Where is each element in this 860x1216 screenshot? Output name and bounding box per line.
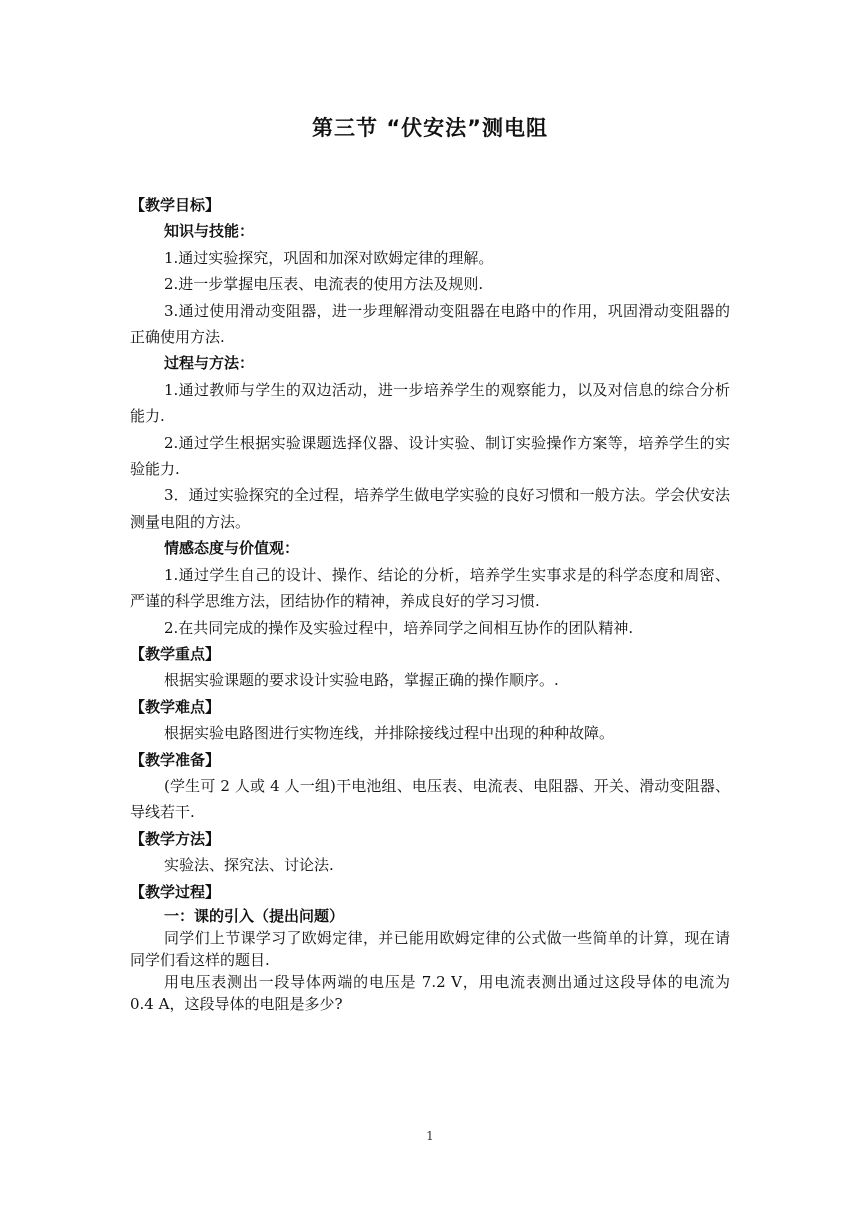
section-heading-preparation: 【教学准备】	[130, 750, 221, 769]
subheading-knowledge: 知识与技能：	[164, 222, 255, 241]
intro-paragraph: 用电压表测出一段导体两端的电压是 7.2 V，用电流表测出通过这段导体的电流为 0.4 A，这段导体的电阻是多少?	[130, 972, 730, 1013]
knowledge-item: 2.进一步掌握电压表、电流表的使用方法及规则.	[164, 275, 484, 294]
subheading-attitude: 情感态度与价值观：	[164, 539, 300, 558]
intro-paragraph: 同学们上节课学习了欧姆定律，并已能用欧姆定律的公式做一些简单的计算，现在请同学们看这样的题目.	[130, 928, 730, 969]
preparation-text: (学生可 2 人或 4 人一组)干电池组、电压表、电流表、电阻器、开关、滑动变阻器、导线若干.	[130, 776, 730, 822]
section-heading-key-points: 【教学重点】	[130, 644, 221, 663]
process-item: 3．通过实验探究的全过程，培养学生做电学实验的良好习惯和一般方法。学会伏安法测量电阻的方法。	[130, 486, 730, 531]
knowledge-item: 1.通过实验探究，巩固和加深对欧姆定律的理解。	[164, 248, 494, 267]
page-number: 1	[426, 1129, 434, 1143]
section-heading-difficulties: 【教学难点】	[130, 697, 221, 716]
difficulties-text: 根据实验电路图进行实物连线，并排除接线过程中出现的种种故障。	[164, 724, 615, 743]
document-body	[130, 192, 730, 1015]
section-heading-process: 【教学过程】	[130, 882, 221, 901]
section-heading-methods: 【教学方法】	[130, 829, 221, 848]
intro-heading: 一：课的引入（提出问题）	[164, 906, 345, 925]
key-points-text: 根据实验课题的要求设计实验电路，掌握正确的操作顺序。.	[164, 671, 559, 690]
subheading-process: 过程与方法：	[164, 354, 255, 373]
methods-text: 实验法、探究法、讨论法.	[164, 856, 334, 875]
section-heading-goals: 【教学目标】	[130, 196, 221, 214]
attitude-item: 2.在共同完成的操作及实验过程中，培养同学之间相互协作的团队精神.	[164, 618, 634, 637]
knowledge-item: 3.通过使用滑动变阻器，进一步理解滑动变阻器在电路中的作用，巩固滑动变阻器的正确使用方法.	[130, 301, 730, 347]
process-item: 1.通过教师与学生的双边活动，进一步培养学生的观察能力，以及对信息的综合分析能力.	[130, 380, 730, 426]
page-title: 第三节 “伏安法”测电阻	[312, 116, 548, 140]
process-item: 2.通过学生根据实验课题选择仪器、设计实验、制订实验操作方案等，培养学生的实验能力.	[130, 433, 730, 479]
attitude-item: 1.通过学生自己的设计、操作、结论的分析，培养学生实事求是的科学态度和周密、严谨的科学思维方法，团结协作的精神，养成良好的学习习惯.	[130, 565, 730, 611]
